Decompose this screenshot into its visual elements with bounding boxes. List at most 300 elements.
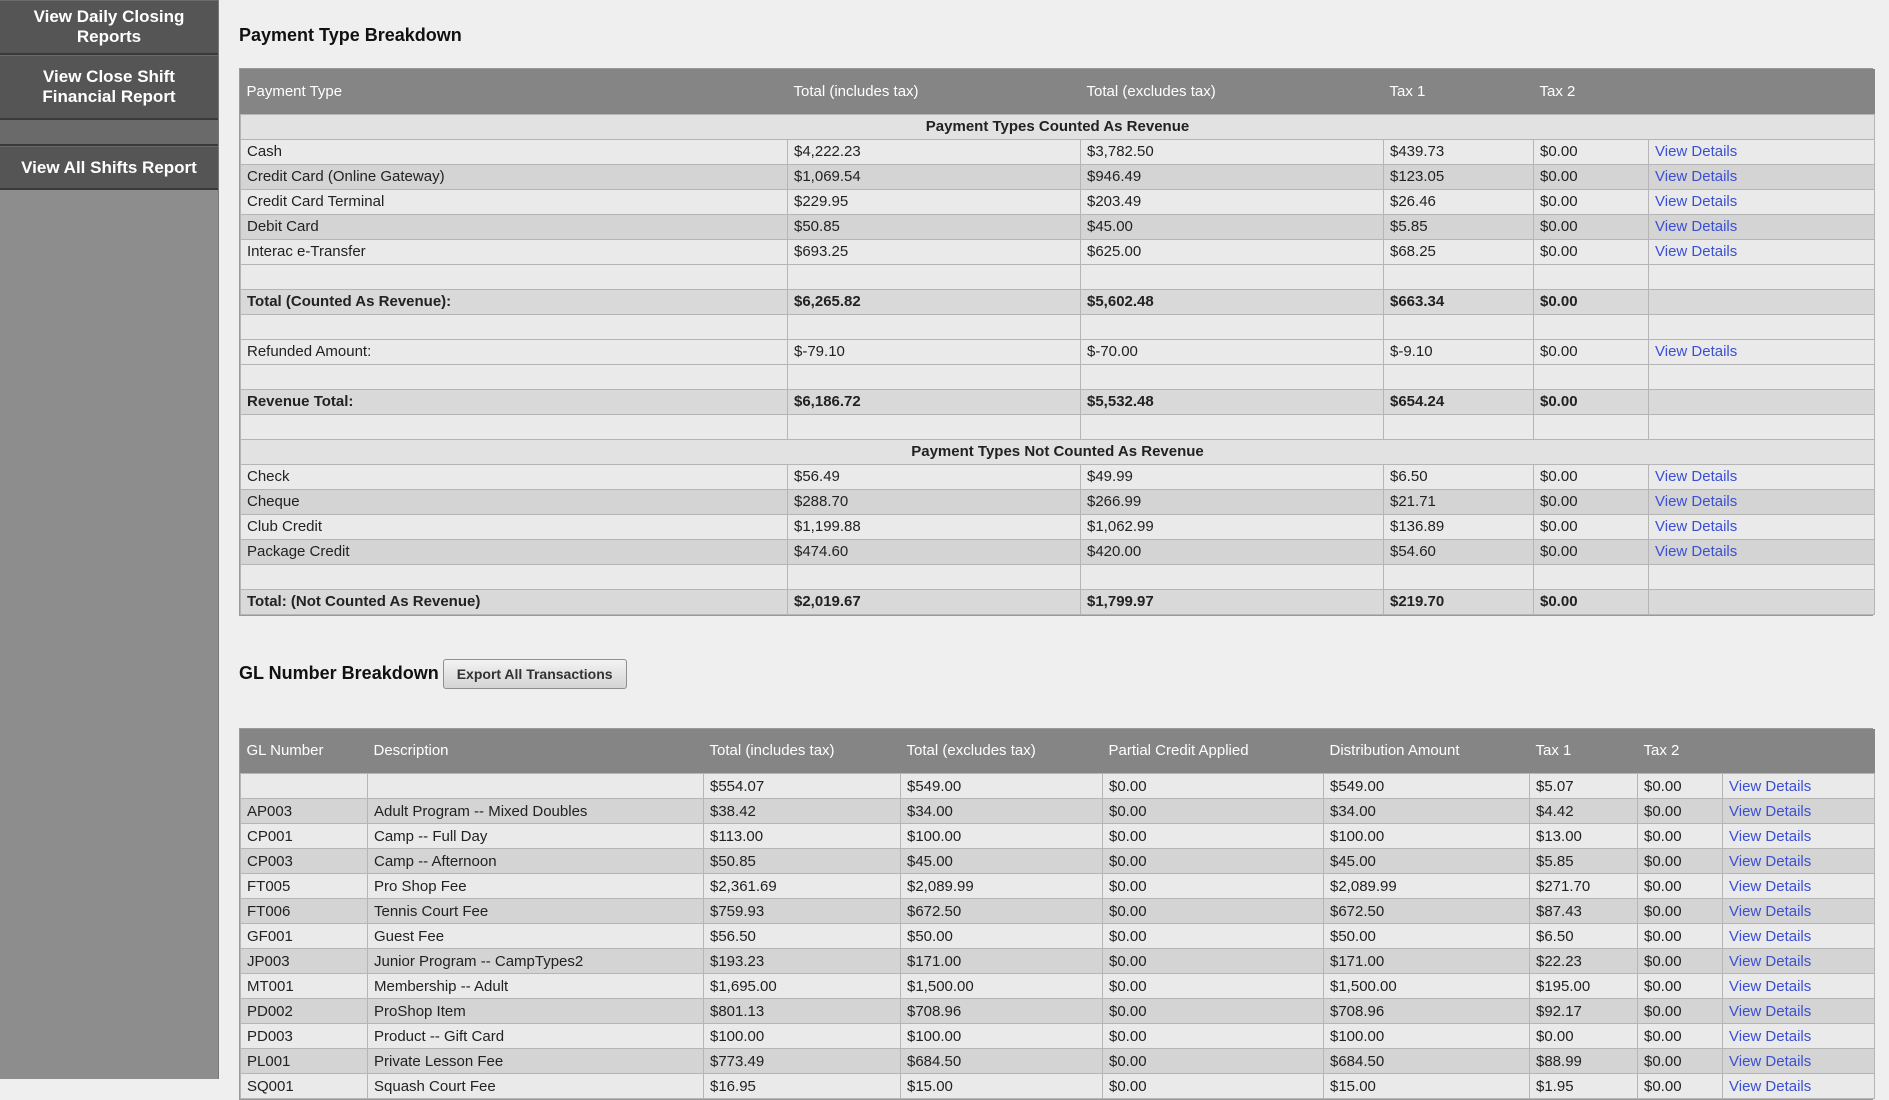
empty-cell [1534, 564, 1649, 589]
details-cell [1723, 1074, 1875, 1099]
table-cell: $0.00 [1534, 164, 1649, 189]
table-cell: $1,199.88 [788, 514, 1081, 539]
table-cell: Cash [241, 139, 788, 164]
table-cell: ProShop Item [368, 999, 704, 1024]
table-cell: $16.95 [704, 1074, 901, 1099]
empty-cell [241, 264, 788, 289]
details-cell [1723, 924, 1875, 949]
table-cell: Revenue Total: [241, 389, 788, 414]
gl-row [241, 1074, 1875, 1099]
table-cell: $5,532.48 [1081, 389, 1384, 414]
empty-cell [1534, 414, 1649, 439]
table-cell: $266.99 [1081, 489, 1384, 514]
table-cell: $654.24 [1384, 389, 1534, 414]
gl-row [241, 774, 1875, 799]
table-cell: $6,186.72 [788, 389, 1081, 414]
section-title: Payment Types Counted As Revenue [241, 114, 1875, 139]
view-daily-closing-reports-button[interactable]: View Daily Closing Reports [0, 0, 218, 55]
table-cell: $2,019.67 [788, 589, 1081, 614]
empty-cell [1534, 264, 1649, 289]
view-details-link[interactable]: View Details [1655, 143, 1737, 160]
table-cell: $271.70 [1530, 874, 1638, 899]
table-cell: $4.42 [1530, 799, 1638, 824]
details-cell [1649, 464, 1875, 489]
details-cell [1649, 514, 1875, 539]
gl-row [241, 974, 1875, 999]
empty-cell [788, 264, 1081, 289]
column-header: Tax 2 [1638, 729, 1723, 774]
empty-cell [1384, 264, 1534, 289]
empty-cell [1081, 364, 1384, 389]
table-cell: $56.49 [788, 464, 1081, 489]
table-cell: $100.00 [901, 824, 1103, 849]
table-cell: $-70.00 [1081, 339, 1384, 364]
table-cell: $100.00 [901, 1024, 1103, 1049]
details-cell [1649, 189, 1875, 214]
table-cell: PL001 [241, 1049, 368, 1074]
empty-cell [1649, 289, 1875, 314]
empty-cell [241, 364, 788, 389]
empty-cell [1649, 264, 1875, 289]
export-all-transactions-button[interactable]: Export All Transactions [443, 659, 627, 689]
table-cell: $0.00 [1534, 214, 1649, 239]
table-cell: $684.50 [1324, 1049, 1530, 1074]
payment-row [241, 239, 1875, 264]
empty-cell [1384, 364, 1534, 389]
details-cell [1649, 139, 1875, 164]
details-cell [1723, 974, 1875, 999]
table-cell: $0.00 [1103, 799, 1324, 824]
table-cell: $6.50 [1530, 924, 1638, 949]
view-details-link[interactable]: View Details [1655, 543, 1737, 560]
table-cell: Adult Program -- Mixed Doubles [368, 799, 704, 824]
table-cell: FT005 [241, 874, 368, 899]
table-cell: Squash Court Fee [368, 1074, 704, 1099]
table-cell: CP001 [241, 824, 368, 849]
details-cell [1649, 214, 1875, 239]
table-cell: Package Credit [241, 539, 788, 564]
table-cell: Debit Card [241, 214, 788, 239]
table-cell: $801.13 [704, 999, 901, 1024]
column-header: Payment Type [241, 69, 788, 114]
details-cell [1723, 999, 1875, 1024]
column-header: Description [368, 729, 704, 774]
view-details-link[interactable]: View Details [1655, 243, 1737, 260]
empty-cell [1649, 564, 1875, 589]
view-details-link[interactable]: View Details [1655, 518, 1737, 535]
payment-type-table-wrapper [239, 68, 1873, 616]
empty-cell [241, 414, 788, 439]
view-details-link[interactable]: View Details [1729, 1003, 1811, 1020]
table-cell: $5.85 [1530, 849, 1638, 874]
table-cell: $136.89 [1384, 514, 1534, 539]
table-cell: GF001 [241, 924, 368, 949]
table-cell: CP003 [241, 849, 368, 874]
empty-cell [1384, 414, 1534, 439]
table-cell: $219.70 [1384, 589, 1534, 614]
payment-row [241, 489, 1875, 514]
view-details-link[interactable]: View Details [1729, 953, 1811, 970]
table-cell: Product -- Gift Card [368, 1024, 704, 1049]
view-details-link[interactable]: View Details [1655, 493, 1737, 510]
gl-row [241, 849, 1875, 874]
column-header: Tax 2 [1534, 69, 1649, 114]
table-cell: $38.42 [704, 799, 901, 824]
table-cell: Tennis Court Fee [368, 899, 704, 924]
table-cell: Guest Fee [368, 924, 704, 949]
table-cell: $474.60 [788, 539, 1081, 564]
table-cell: $0.00 [1103, 849, 1324, 874]
table-cell: Total: (Not Counted As Revenue) [241, 589, 788, 614]
table-cell: $171.00 [901, 949, 1103, 974]
table-cell: $554.07 [704, 774, 901, 799]
table-cell: $50.00 [901, 924, 1103, 949]
table-cell: $49.99 [1081, 464, 1384, 489]
view-details-link[interactable]: View Details [1729, 1053, 1811, 1070]
table-cell: $2,089.99 [1324, 874, 1530, 899]
table-cell: $15.00 [1324, 1074, 1530, 1099]
table-cell: $1,695.00 [704, 974, 901, 999]
column-header: Total (includes tax) [704, 729, 901, 774]
main-content [239, 0, 1873, 1100]
revenue-total-row [241, 389, 1875, 414]
view-details-link[interactable]: View Details [1729, 903, 1811, 920]
empty-cell [788, 564, 1081, 589]
view-details-link[interactable]: View Details [1729, 1078, 1811, 1095]
table-cell: $0.00 [1638, 899, 1723, 924]
view-details-link[interactable]: View Details [1655, 468, 1737, 485]
spacer-row [241, 264, 1875, 289]
details-cell [1723, 874, 1875, 899]
view-details-link[interactable]: View Details [1729, 928, 1811, 945]
table-cell: $773.49 [704, 1049, 901, 1074]
table-cell: $0.00 [1103, 1074, 1324, 1099]
table-cell: PD002 [241, 999, 368, 1024]
table-cell: $45.00 [1324, 849, 1530, 874]
empty-cell [788, 364, 1081, 389]
table-cell: $26.46 [1384, 189, 1534, 214]
table-cell: $193.23 [704, 949, 901, 974]
payment-table-header [241, 69, 1875, 114]
empty-cell [1534, 364, 1649, 389]
table-cell: Junior Program -- CampTypes2 [368, 949, 704, 974]
table-cell: Total (Counted As Revenue): [241, 289, 788, 314]
table-cell: $34.00 [901, 799, 1103, 824]
table-cell: $21.71 [1384, 489, 1534, 514]
table-cell: $0.00 [1638, 924, 1723, 949]
gl-row [241, 924, 1875, 949]
table-cell: $45.00 [1081, 214, 1384, 239]
details-cell [1723, 799, 1875, 824]
table-cell: $92.17 [1530, 999, 1638, 1024]
table-cell: $45.00 [901, 849, 1103, 874]
table-cell: $68.25 [1384, 239, 1534, 264]
table-cell: Credit Card Terminal [241, 189, 788, 214]
section-header-row [241, 114, 1875, 139]
table-cell: $0.00 [1638, 949, 1723, 974]
table-cell: $0.00 [1103, 874, 1324, 899]
table-cell: $0.00 [1103, 999, 1324, 1024]
gl-row [241, 824, 1875, 849]
table-cell: $34.00 [1324, 799, 1530, 824]
table-cell: $56.50 [704, 924, 901, 949]
table-cell: $100.00 [704, 1024, 901, 1049]
column-header: Partial Credit Applied [1103, 729, 1324, 774]
view-details-link[interactable]: View Details [1729, 878, 1811, 895]
table-cell: $88.99 [1530, 1049, 1638, 1074]
payment-row [241, 539, 1875, 564]
section-title: Payment Types Not Counted As Revenue [241, 439, 1875, 464]
table-cell: $-79.10 [788, 339, 1081, 364]
view-details-link[interactable]: View Details [1729, 978, 1811, 995]
table-cell: $229.95 [788, 189, 1081, 214]
view-details-link[interactable]: View Details [1729, 803, 1811, 820]
view-details-link[interactable]: View Details [1655, 218, 1737, 235]
table-cell: $0.00 [1534, 464, 1649, 489]
sidebar-divider [0, 120, 218, 146]
gl-heading-row [239, 658, 1873, 690]
table-cell: $3,782.50 [1081, 139, 1384, 164]
table-cell: $15.00 [901, 1074, 1103, 1099]
table-cell: $0.00 [1103, 1024, 1324, 1049]
section-header-row [241, 439, 1875, 464]
table-cell: Pro Shop Fee [368, 874, 704, 899]
table-cell: $663.34 [1384, 289, 1534, 314]
table-cell: $0.00 [1534, 539, 1649, 564]
table-cell: Camp -- Full Day [368, 824, 704, 849]
empty-cell [1649, 589, 1875, 614]
table-cell: $100.00 [1324, 1024, 1530, 1049]
table-cell: $54.60 [1384, 539, 1534, 564]
empty-cell [1649, 364, 1875, 389]
table-cell: Camp -- Afternoon [368, 849, 704, 874]
gl-row [241, 999, 1875, 1024]
table-cell: Private Lesson Fee [368, 1049, 704, 1074]
table-cell: $0.00 [1638, 799, 1723, 824]
empty-cell [788, 414, 1081, 439]
empty-cell [1649, 414, 1875, 439]
table-cell: $0.00 [1530, 1024, 1638, 1049]
view-details-link[interactable]: View Details [1655, 193, 1737, 210]
table-cell: $0.00 [1638, 849, 1723, 874]
table-cell: $0.00 [1534, 389, 1649, 414]
details-cell [1723, 1024, 1875, 1049]
spacer-row [241, 314, 1875, 339]
column-header: Tax 1 [1530, 729, 1638, 774]
table-cell: Refunded Amount: [241, 339, 788, 364]
details-cell [1723, 774, 1875, 799]
details-cell [1723, 849, 1875, 874]
table-cell: $0.00 [1638, 824, 1723, 849]
column-header: Tax 1 [1384, 69, 1534, 114]
table-cell: PD003 [241, 1024, 368, 1049]
empty-cell [1384, 314, 1534, 339]
table-cell: $439.73 [1384, 139, 1534, 164]
table-cell: $113.00 [704, 824, 901, 849]
table-cell: $0.00 [1534, 239, 1649, 264]
table-cell: $100.00 [1324, 824, 1530, 849]
table-cell: Cheque [241, 489, 788, 514]
spacer-row [241, 364, 1875, 389]
table-cell: $0.00 [1638, 874, 1723, 899]
gl-row [241, 799, 1875, 824]
details-cell [1723, 824, 1875, 849]
table-cell: $87.43 [1530, 899, 1638, 924]
table-cell: $195.00 [1530, 974, 1638, 999]
empty-cell [1081, 314, 1384, 339]
view-details-link[interactable]: View Details [1655, 343, 1737, 360]
payment-type-breakdown-title: Payment Type Breakdown [239, 25, 1873, 45]
refunded-row [241, 339, 1875, 364]
payment-row [241, 464, 1875, 489]
view-details-link[interactable]: View Details [1729, 778, 1811, 795]
sidebar [0, 0, 219, 1079]
table-cell: Club Credit [241, 514, 788, 539]
table-cell: $50.85 [788, 214, 1081, 239]
table-cell: $6,265.82 [788, 289, 1081, 314]
table-cell: $625.00 [1081, 239, 1384, 264]
details-cell [1649, 339, 1875, 364]
table-cell: $1,062.99 [1081, 514, 1384, 539]
table-cell: AP003 [241, 799, 368, 824]
total-revenue-row [241, 289, 1875, 314]
table-cell: Interac e-Transfer [241, 239, 788, 264]
details-cell [1649, 239, 1875, 264]
empty-cell [241, 314, 788, 339]
payment-row [241, 139, 1875, 164]
gl-row [241, 1049, 1875, 1074]
table-cell: $672.50 [901, 899, 1103, 924]
details-cell [1723, 899, 1875, 924]
payment-type-table [240, 69, 1875, 615]
details-cell [1649, 539, 1875, 564]
empty-cell [1081, 564, 1384, 589]
gl-table-header [241, 729, 1875, 774]
table-cell: $2,089.99 [901, 874, 1103, 899]
empty-cell [788, 314, 1081, 339]
column-header [1723, 729, 1875, 774]
table-cell: $-9.10 [1384, 339, 1534, 364]
empty-cell [1649, 314, 1875, 339]
table-cell: $0.00 [1534, 139, 1649, 164]
table-cell: JP003 [241, 949, 368, 974]
table-cell: $0.00 [1103, 924, 1324, 949]
table-cell: $693.25 [788, 239, 1081, 264]
details-cell [1649, 489, 1875, 514]
empty-cell [1081, 414, 1384, 439]
table-cell: $0.00 [1638, 974, 1723, 999]
table-cell: $5.07 [1530, 774, 1638, 799]
table-cell: $0.00 [1534, 189, 1649, 214]
details-cell [1649, 164, 1875, 189]
table-cell: $2,361.69 [704, 874, 901, 899]
table-cell: Membership -- Adult [368, 974, 704, 999]
total-nonrevenue-row [241, 589, 1875, 614]
table-cell: $0.00 [1103, 899, 1324, 924]
view-details-link[interactable]: View Details [1729, 828, 1811, 845]
table-cell: $6.50 [1384, 464, 1534, 489]
table-cell: $0.00 [1534, 589, 1649, 614]
table-cell [368, 774, 704, 799]
table-cell: $0.00 [1638, 999, 1723, 1024]
table-cell: $1,799.97 [1081, 589, 1384, 614]
table-cell: $0.00 [1638, 1049, 1723, 1074]
table-cell: $171.00 [1324, 949, 1530, 974]
table-cell: $1,500.00 [901, 974, 1103, 999]
table-cell: $50.00 [1324, 924, 1530, 949]
empty-cell [1081, 264, 1384, 289]
table-cell: $0.00 [1638, 1024, 1723, 1049]
details-cell [1723, 1049, 1875, 1074]
empty-cell [241, 564, 788, 589]
view-all-shifts-report-button[interactable]: View All Shifts Report [0, 146, 218, 190]
empty-cell [1649, 389, 1875, 414]
payment-row [241, 164, 1875, 189]
column-header [1649, 69, 1875, 114]
table-cell: $946.49 [1081, 164, 1384, 189]
payment-row [241, 514, 1875, 539]
table-cell: $672.50 [1324, 899, 1530, 924]
table-cell: $708.96 [901, 999, 1103, 1024]
table-cell: $0.00 [1103, 949, 1324, 974]
gl-row [241, 874, 1875, 899]
gl-row [241, 1024, 1875, 1049]
column-header: Distribution Amount [1324, 729, 1530, 774]
table-cell: $0.00 [1638, 1074, 1723, 1099]
table-cell: $0.00 [1534, 514, 1649, 539]
table-cell: Credit Card (Online Gateway) [241, 164, 788, 189]
table-cell: $50.85 [704, 849, 901, 874]
view-close-shift-financial-report-button[interactable]: View Close Shift Financial Report [0, 55, 218, 120]
table-cell: $0.00 [1534, 489, 1649, 514]
view-details-link[interactable]: View Details [1729, 1028, 1811, 1045]
gl-number-breakdown-title: GL Number Breakdown [239, 663, 439, 684]
spacer-row [241, 564, 1875, 589]
table-cell: $0.00 [1103, 1049, 1324, 1074]
view-details-link[interactable]: View Details [1729, 853, 1811, 870]
table-cell: $123.05 [1384, 164, 1534, 189]
details-cell [1723, 949, 1875, 974]
table-cell: $0.00 [1638, 774, 1723, 799]
table-cell: $759.93 [704, 899, 901, 924]
view-details-link[interactable]: View Details [1655, 168, 1737, 185]
table-cell: $4,222.23 [788, 139, 1081, 164]
table-cell: $5.85 [1384, 214, 1534, 239]
table-cell: FT006 [241, 899, 368, 924]
table-cell: $0.00 [1103, 974, 1324, 999]
column-header: Total (includes tax) [788, 69, 1081, 114]
column-header: Total (excludes tax) [1081, 69, 1384, 114]
table-cell: $0.00 [1534, 339, 1649, 364]
table-cell: Check [241, 464, 788, 489]
table-cell: $684.50 [901, 1049, 1103, 1074]
gl-table-wrapper [239, 728, 1873, 1100]
table-cell: $22.23 [1530, 949, 1638, 974]
empty-cell [1534, 314, 1649, 339]
table-cell: $1,500.00 [1324, 974, 1530, 999]
table-cell: $549.00 [1324, 774, 1530, 799]
table-cell: $203.49 [1081, 189, 1384, 214]
payment-row [241, 189, 1875, 214]
gl-row [241, 899, 1875, 924]
table-cell: $549.00 [901, 774, 1103, 799]
empty-cell [1384, 564, 1534, 589]
column-header: Total (excludes tax) [901, 729, 1103, 774]
table-cell: $5,602.48 [1081, 289, 1384, 314]
column-header: GL Number [241, 729, 368, 774]
table-cell: $1.95 [1530, 1074, 1638, 1099]
table-cell: SQ001 [241, 1074, 368, 1099]
